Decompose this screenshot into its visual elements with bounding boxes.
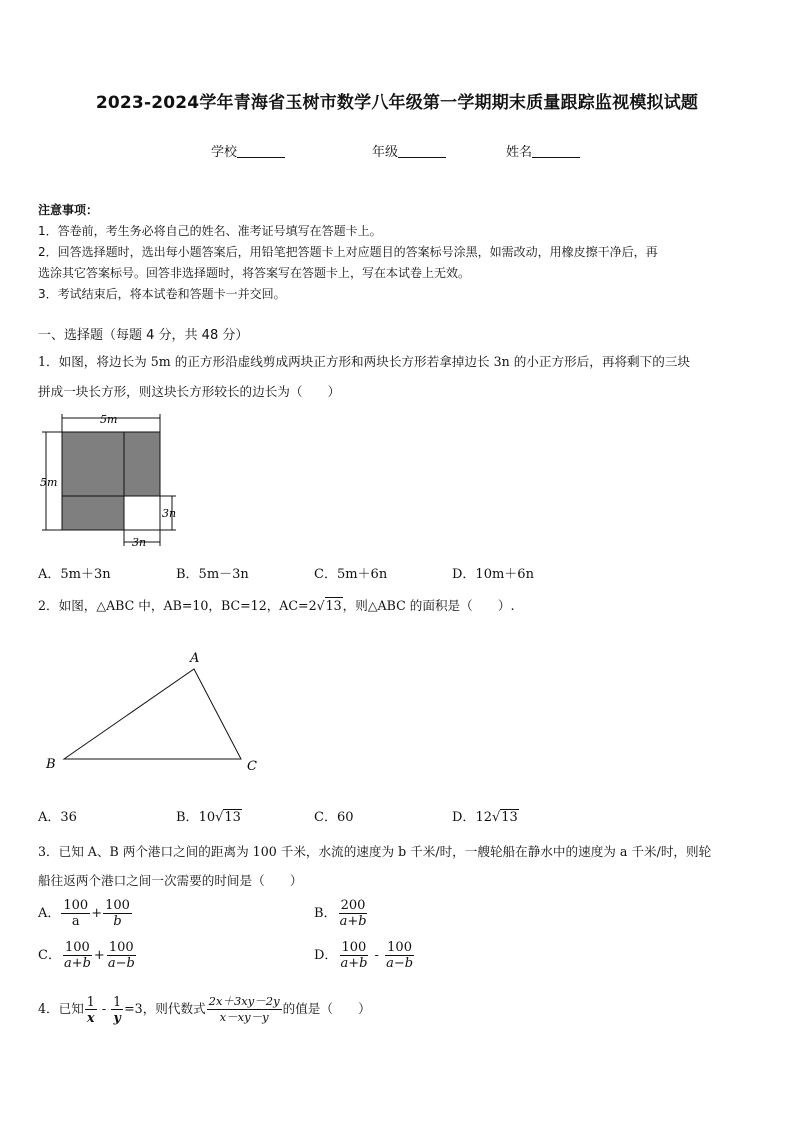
q3-a-num1: 100 xyxy=(63,898,89,913)
q4-f1-num: 1 xyxy=(86,994,95,1009)
q2-triangle-figure xyxy=(40,645,280,780)
note-item: 3．考试结束后，将本试卷和答题卡一并交回。 xyxy=(38,287,286,301)
note-item: 2．回答选择题时，选出每小题答案后，用铅笔把答题卡上对应题目的答案标号涂黑，如需改动，用橡皮擦干净后，再 xyxy=(38,245,658,259)
q2-option-b-label: B． xyxy=(176,810,199,825)
q3-d-den2: a−b xyxy=(386,956,414,971)
q1-line2: 拼成一块长方形，则这块长方形较长的边长为（ ） xyxy=(38,384,341,399)
q1-line1: 1．如图，将边长为 5m 的正方形沿虚线剪成两块正方形和两块长方形若拿掉边长 3n 的小正方形后，再将剩下的三块 xyxy=(38,354,691,369)
q2-option-d-rad: 13 xyxy=(501,810,518,825)
q4-f3-den: x－xy－y xyxy=(219,1010,269,1024)
q2-vertex-a: A xyxy=(190,651,200,666)
q3-d-num2: 100 xyxy=(387,940,412,955)
q2-option-c[interactable]: C．60 xyxy=(314,810,354,825)
q1-option-d[interactable]: D．10m＋6n xyxy=(452,567,534,582)
school-blank[interactable] xyxy=(237,143,285,158)
q2-vertex-b: B xyxy=(46,757,56,772)
q4-f2-den: y xyxy=(113,1010,121,1025)
q4-f1-den: x xyxy=(87,1010,95,1025)
q1-label-left: 5m xyxy=(40,476,58,489)
q2-vertex-c: C xyxy=(247,759,257,774)
q3-d-num1: 100 xyxy=(341,940,367,955)
q3-option-b[interactable] xyxy=(314,898,370,929)
q1-removed-square xyxy=(124,496,160,530)
q2-ac-rad: 13 xyxy=(325,598,342,613)
q2-option-b-rad: 13 xyxy=(224,810,241,825)
q3-b-den1: a+b xyxy=(339,914,367,929)
q2-option-b[interactable]: B．10√13 xyxy=(176,810,241,825)
school-label: 学校 xyxy=(211,145,238,160)
q2-text-a: 2．如图，△ABC 中，AB=10，BC=12，AC= xyxy=(38,598,309,613)
q1-option-b[interactable]: B．5m－3n xyxy=(176,567,249,582)
q3-d-den1: a+b xyxy=(340,956,368,971)
grade-label: 年级 xyxy=(372,145,399,160)
q1-label-bottom: 3n xyxy=(132,536,147,549)
q2-option-d[interactable]: D．12√13 xyxy=(452,810,518,825)
q3-c-num2: 100 xyxy=(108,940,134,955)
q3-option-a-label: A． xyxy=(38,906,61,921)
q2-triangle xyxy=(64,669,241,759)
note-item: 选涂其它答案标号。回答非选择题时，将答案写在答题卡上，写在本试卷上无效。 xyxy=(38,266,471,280)
q3-c-num1: 100 xyxy=(65,940,90,955)
q2-option-d-label: D． xyxy=(452,810,476,825)
page-title: 2023-2024学年青海省玉树市数学八年级第一学期期末质量跟踪监视模拟试题 xyxy=(95,93,699,113)
q3-option-a[interactable] xyxy=(38,898,133,929)
q3-c-den1: a+b xyxy=(63,956,91,971)
q4-suffix: 的值是（ ） xyxy=(282,1001,371,1016)
q3-option-c[interactable] xyxy=(38,940,138,971)
q3-a-den1: a xyxy=(71,914,80,929)
q3-text xyxy=(38,842,768,891)
q3-a-den2: b xyxy=(113,914,122,929)
q1-option-a[interactable]: A．5m＋3n xyxy=(38,567,111,582)
notes-block xyxy=(38,200,768,305)
q3-a-num2: 100 xyxy=(105,898,130,913)
q3-c-op: + xyxy=(93,948,105,963)
q3-d-op: - xyxy=(374,948,379,963)
q3-b-num1: 200 xyxy=(340,898,366,913)
q1-label-right: 3n xyxy=(162,507,177,520)
q4-minus: - xyxy=(101,1001,107,1016)
q4-prefix: 4．已知 xyxy=(38,1001,84,1016)
q2-ac-coef: 2 xyxy=(308,598,317,613)
school-field[interactable] xyxy=(211,141,285,160)
q2-option-b-coef: 10 xyxy=(198,810,216,825)
name-label: 姓名 xyxy=(506,145,533,160)
note-item: 1．答卷前，考生务必将自己的姓名、准考证号填写在答题卡上。 xyxy=(38,224,382,238)
name-blank[interactable] xyxy=(532,143,580,158)
q3-option-d[interactable] xyxy=(314,940,416,971)
q1-option-c[interactable]: C．5m＋6n xyxy=(314,567,388,582)
q1-label-top: 5m xyxy=(100,413,118,426)
q3-option-d-label: D． xyxy=(314,948,338,963)
q4-f3-num: 2x＋3xy－2y xyxy=(208,994,280,1008)
q2-option-d-coef: 12 xyxy=(475,810,492,825)
q2-text-b: ，则△ABC 的面积是（ ）. xyxy=(342,598,515,613)
q3-c-den2: a−b xyxy=(107,956,135,971)
notes-heading: 注意事项： xyxy=(38,203,99,217)
grade-blank[interactable] xyxy=(398,143,446,158)
q2-text: 2．如图，△ABC 中，AB=10，BC=12，AC=2√13，则△ABC 的面积是（ ）. xyxy=(38,598,515,613)
q1-figure xyxy=(34,410,194,555)
grade-field[interactable] xyxy=(372,141,446,160)
section-heading: 一、选择题（每题 4 分，共 48 分） xyxy=(38,328,249,343)
q3-a-op: + xyxy=(91,906,103,921)
q4-text xyxy=(38,994,371,1025)
name-field[interactable] xyxy=(506,141,580,160)
q1-text xyxy=(38,352,768,402)
q3-option-b-label: B． xyxy=(314,906,337,921)
q3-line1: 3．已知 A、B 两个港口之间的距离为 100 千米，水流的速度为 b 千米/时，一艘轮船在静水中的速度为 a 千米/时，则轮 xyxy=(38,844,712,859)
q3-option-c-label: C． xyxy=(38,948,61,963)
q4-f2-num: 1 xyxy=(113,994,122,1009)
q2-option-a[interactable]: A．36 xyxy=(38,810,77,825)
q4-eq: =3，则代数式 xyxy=(124,1001,206,1016)
q3-line2: 船往返两个港口之间一次需要的时间是（ ） xyxy=(38,873,303,888)
